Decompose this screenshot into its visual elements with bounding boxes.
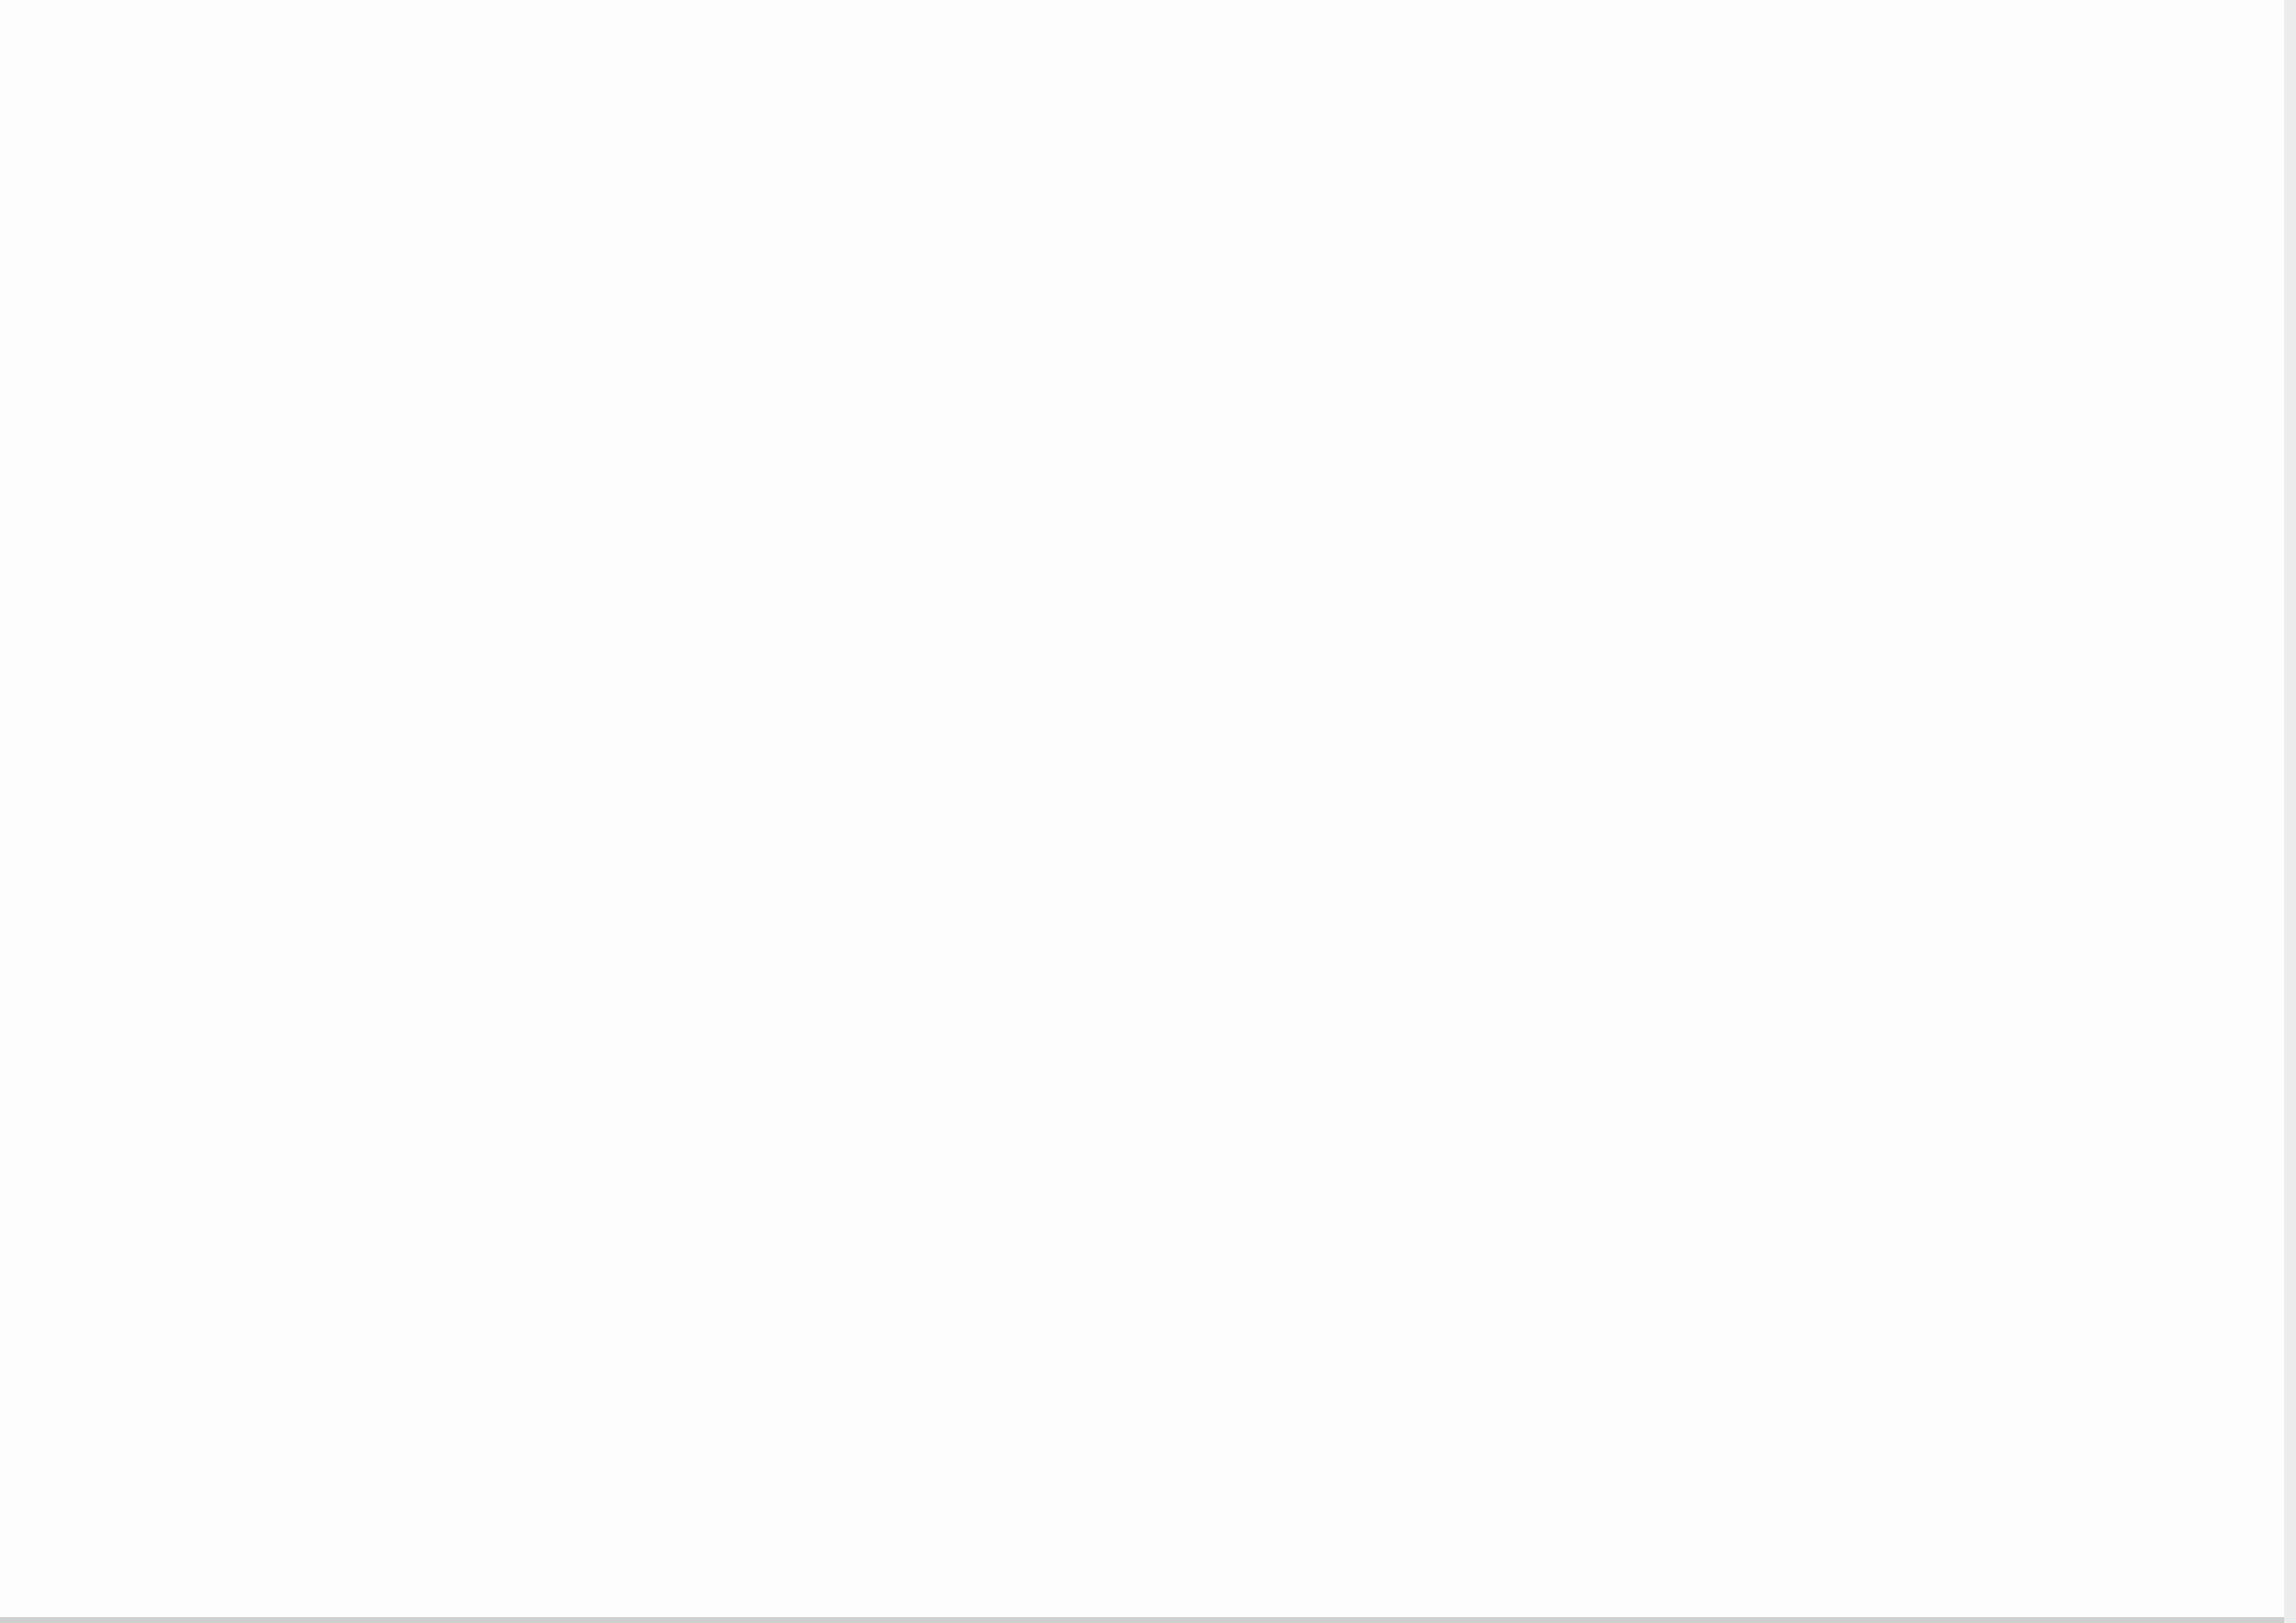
scan-bottom-edge [0,1617,2296,1623]
report-page [2259,20,2296,1609]
